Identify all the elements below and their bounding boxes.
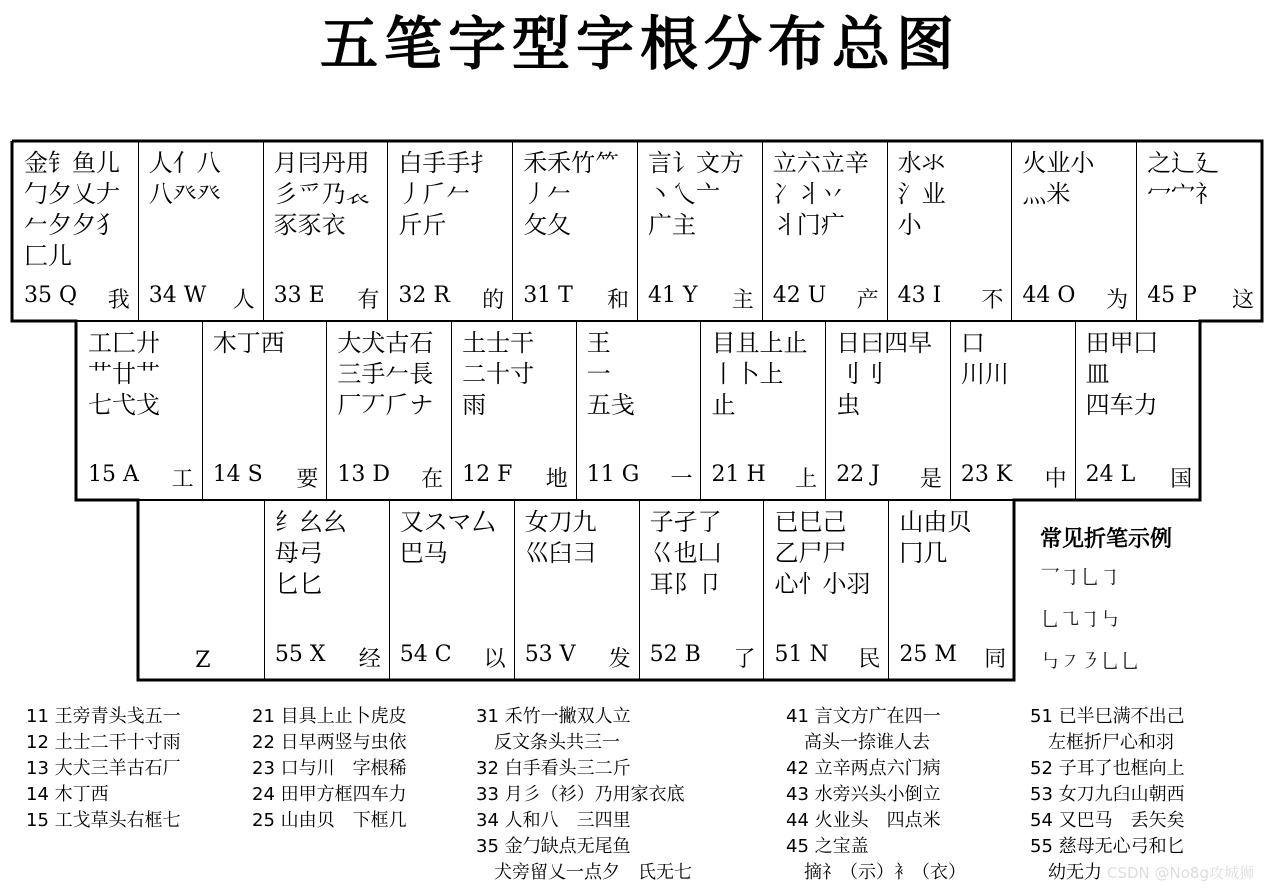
key-code-label: 52 B: [649, 642, 701, 667]
key-35-q: [14, 142, 139, 320]
key-char: 为: [1106, 288, 1129, 313]
legend-line: 33 月彡（衫）乃用家衣底: [476, 784, 685, 805]
key-code-label: 53 V: [524, 642, 576, 667]
key-char: 不: [981, 288, 1004, 313]
key-11-g: [577, 322, 702, 499]
key-roots: 田甲囗 皿 四车力: [1085, 329, 1158, 419]
key-code: [337, 462, 443, 493]
key-code: [773, 283, 879, 314]
legend-column: [26, 704, 181, 834]
key-code: [650, 642, 756, 673]
key-31-t: [513, 142, 638, 320]
key-code-label: 31 T: [523, 283, 573, 308]
key-code: [400, 642, 506, 673]
key-code: [836, 462, 942, 493]
legend-line: 14 木丁西: [26, 784, 109, 805]
legend-line: 摘礻（示）衤（衣）: [786, 862, 966, 883]
key-41-y: [638, 142, 763, 320]
key-char: 发: [608, 647, 631, 672]
legend-line: 23 口与川 字根稀: [252, 758, 407, 779]
key-32-r: [388, 142, 513, 320]
key-char: 主: [731, 288, 754, 313]
key-char: 了: [733, 647, 756, 672]
key-55-x: [265, 501, 390, 679]
legend-line: 43 水旁兴头小倒立: [786, 784, 941, 805]
key-char: 这: [1231, 288, 1254, 313]
legend-line: 反文条头共三一: [476, 732, 620, 753]
key-13-d: [327, 322, 452, 499]
key-54-c: [390, 501, 515, 679]
key-code-label: 32 R: [398, 283, 450, 308]
key-code-label: 42 U: [772, 283, 827, 308]
legend-line: 52 子耳了也框向上: [1030, 758, 1185, 779]
key-22-j: [826, 322, 951, 499]
key-char: 同: [984, 647, 1007, 672]
key-code: [1086, 462, 1193, 493]
key-char: 国: [1170, 467, 1193, 492]
key-code: [648, 283, 754, 314]
key-code-label: 11 G: [586, 462, 640, 487]
key-code: [24, 283, 130, 314]
legend-line: 53 女刀九臼山朝西: [1030, 784, 1185, 805]
key-code-label: 12 F: [462, 462, 513, 487]
key-roots: 之辶廴 冖宀礻: [1147, 149, 1220, 208]
key-char: 我: [107, 288, 130, 313]
key-23-k: [951, 322, 1076, 499]
key-code-label: 25 M: [899, 642, 957, 667]
legend-line: 13 大犬三羊古石厂: [26, 758, 181, 779]
key-roots: 火业小 灬米: [1022, 149, 1095, 208]
key-43-i: [888, 142, 1013, 320]
key-roots: 木丁西: [212, 329, 285, 357]
key-code-label: Z: [195, 648, 211, 673]
key-code-label: 34 W: [148, 283, 207, 308]
stroke-example-line: ㇉㇇㇋乚乚: [1040, 649, 1140, 673]
key-char: 产: [856, 288, 879, 313]
key-code-label: 14 S: [212, 462, 263, 487]
legend-line: 25 山由贝 下框几: [252, 810, 407, 831]
key-char: 中: [1044, 467, 1067, 492]
key-14-s: [203, 322, 328, 499]
key-code: [150, 648, 256, 673]
legend-line: 35 金勹缺点无尾鱼: [476, 836, 631, 857]
watermark: CSDN @No8g攻城狮: [1107, 864, 1254, 882]
legend-line: 55 慈母无心弓和匕: [1030, 836, 1185, 857]
legend-column: [252, 704, 407, 834]
legend-line: 左框折尸心和羽: [1030, 732, 1174, 753]
key-code-label: 13 D: [337, 462, 391, 487]
legend-line: 12 土士二干十寸雨: [26, 732, 181, 753]
page-title: 五笔字型字根分布总图: [319, 10, 960, 78]
stroke-example-line: 乚㇈㇆㇉: [1040, 607, 1120, 631]
key-53-v: [515, 501, 640, 679]
key-roots: 纟幺幺 母弓 匕匕: [274, 508, 347, 598]
key-roots: 日曰四早 刂刂 虫: [836, 329, 933, 419]
key-char: 工: [171, 467, 194, 492]
key-roots: 山由贝 冂几: [899, 508, 972, 567]
key-roots: 已巳己 乙尸尸 心忄小羽: [774, 508, 871, 598]
key-char: 一: [670, 467, 693, 492]
key-roots: 月冃丹用 彡爫乃𧘇 豕豕衣: [273, 149, 370, 239]
key-code: [149, 283, 255, 314]
key-char: 上: [795, 467, 818, 492]
key-code: [712, 462, 818, 493]
legend-line: 51 已半巳满不出己: [1030, 706, 1185, 727]
key-roots: 子孑了 巜也凵 耳阝卩: [649, 508, 722, 598]
key-code-label: 35 Q: [24, 283, 78, 308]
key-roots: 水氺 氵业 小: [897, 149, 946, 239]
key-char: 经: [358, 647, 381, 672]
key-code: [213, 462, 319, 493]
key-char: 民: [858, 647, 881, 672]
key-15-a: [78, 322, 203, 499]
key-char: 人: [232, 288, 255, 313]
key-51-n: [765, 501, 890, 679]
legend-line: 32 白手看头三二斤: [476, 758, 631, 779]
key-char: 是: [919, 467, 942, 492]
key-code: [587, 462, 693, 493]
key-roots: 大犬古石 三手𠂉長 厂丆𠂆ナ: [337, 329, 434, 419]
key-code-label: 21 H: [711, 462, 766, 487]
key-char: 以: [483, 647, 506, 672]
stroke-example-line: 乛㇆乚㇆: [1040, 565, 1120, 589]
key-code-label: 51 N: [774, 642, 829, 667]
key-roots: 言讠文方 丶乀亠 广主: [648, 149, 744, 239]
key-52-b: [640, 501, 765, 679]
legend-line: 幼无力: [1030, 862, 1102, 883]
legend-line: 31 禾竹一撇双人立: [476, 706, 631, 727]
legend-line: 21 目具上止卜虎皮: [252, 706, 407, 727]
key-code-label: 44 O: [1022, 283, 1076, 308]
key-code: [1147, 283, 1254, 314]
key-char: 的: [482, 288, 505, 313]
key-24-l: [1076, 322, 1201, 499]
key-roots: 立六立辛 冫丬丷 丬门疒: [772, 149, 869, 239]
key-25-m: [889, 501, 1014, 679]
legend-column: [1030, 704, 1185, 886]
key-roots: 目且上止 丨卜上 止: [711, 329, 808, 419]
legend-line: 42 立辛两点六门病: [786, 758, 941, 779]
key-char: 地: [545, 467, 568, 492]
key-code-label: 24 L: [1085, 462, 1136, 487]
key-code-label: 33 E: [273, 283, 325, 308]
key-code-label: 41 Y: [648, 283, 698, 308]
key-roots: 土士干 二十寸 雨: [462, 329, 535, 419]
key-code-label: 23 K: [960, 462, 1013, 487]
key-code: [523, 283, 629, 314]
legend-line: 犬旁留乂一点夕 氏无七: [476, 862, 692, 883]
legend-line: 41 言文方广在四一: [786, 706, 941, 727]
key-44-o: [1012, 142, 1137, 320]
key-34-w: [139, 142, 264, 320]
key-roots: 女刀九 巛臼彐: [524, 508, 597, 567]
key-code-label: 45 P: [1147, 283, 1197, 308]
key-code-label: 15 A: [88, 462, 139, 487]
key-z: [140, 501, 265, 679]
key-code: [1022, 283, 1128, 314]
key-code: [961, 462, 1067, 493]
key-code: [88, 462, 194, 493]
key-code-label: 55 X: [274, 642, 326, 667]
key-code-label: 54 C: [399, 642, 452, 667]
legend-line: 高头一捺谁人去: [786, 732, 930, 753]
key-45-p: [1137, 142, 1262, 320]
key-12-f: [452, 322, 577, 499]
key-char: 在: [421, 467, 444, 492]
key-code-label: 22 J: [836, 462, 880, 487]
key-roots: 王 一 五戋: [586, 329, 635, 419]
key-21-h: [702, 322, 827, 499]
key-roots: 口 川川: [960, 329, 1009, 388]
key-42-u: [763, 142, 888, 320]
key-roots: 人亻八 八癶癶: [148, 149, 221, 208]
key-char: 要: [296, 467, 319, 492]
key-roots: 金钅鱼儿 勹夕乂𠂇 𠂉夕夕犭 匚儿: [24, 149, 120, 270]
legend-column: [786, 704, 966, 886]
key-33-e: [264, 142, 389, 320]
legend-line: 11 王旁青头戋五一: [26, 706, 181, 727]
stroke-examples: [1040, 522, 1210, 679]
stroke-examples-title: 常见折笔示例: [1040, 527, 1173, 552]
key-code: [274, 283, 380, 314]
key-code: [899, 642, 1006, 673]
legend-line: 54 又巴马 丢矢矣: [1030, 810, 1185, 831]
key-code: [275, 642, 381, 673]
key-roots: 工匚廾 艹廿艹 七弋戈: [88, 329, 160, 419]
legend-line: 44 火业头 四点米: [786, 810, 941, 831]
legend-column: [476, 704, 692, 886]
legend-line: 15 工戈草头右框七: [26, 810, 181, 831]
legend-line: 24 田甲方框四车力: [252, 784, 407, 805]
key-code: [775, 642, 881, 673]
key-roots: 又スマ厶 巴马: [399, 508, 496, 567]
key-code: [462, 462, 568, 493]
legend-line: 34 人和八 三四里: [476, 810, 631, 831]
key-roots: 白手手扌 丿𠂆𠂉 斤斤: [398, 149, 495, 239]
key-code-label: 43 I: [897, 283, 942, 308]
key-code: [898, 283, 1004, 314]
legend-line: 22 日早两竖与虫依: [252, 732, 407, 753]
key-char: 和: [606, 288, 629, 313]
key-roots: 禾禾竹⺮ 丿𠂉 攵夂: [523, 149, 620, 239]
key-char: 有: [357, 288, 380, 313]
key-code: [398, 283, 504, 314]
legend-line: 45 之宝盖: [786, 836, 869, 857]
key-code: [525, 642, 631, 673]
